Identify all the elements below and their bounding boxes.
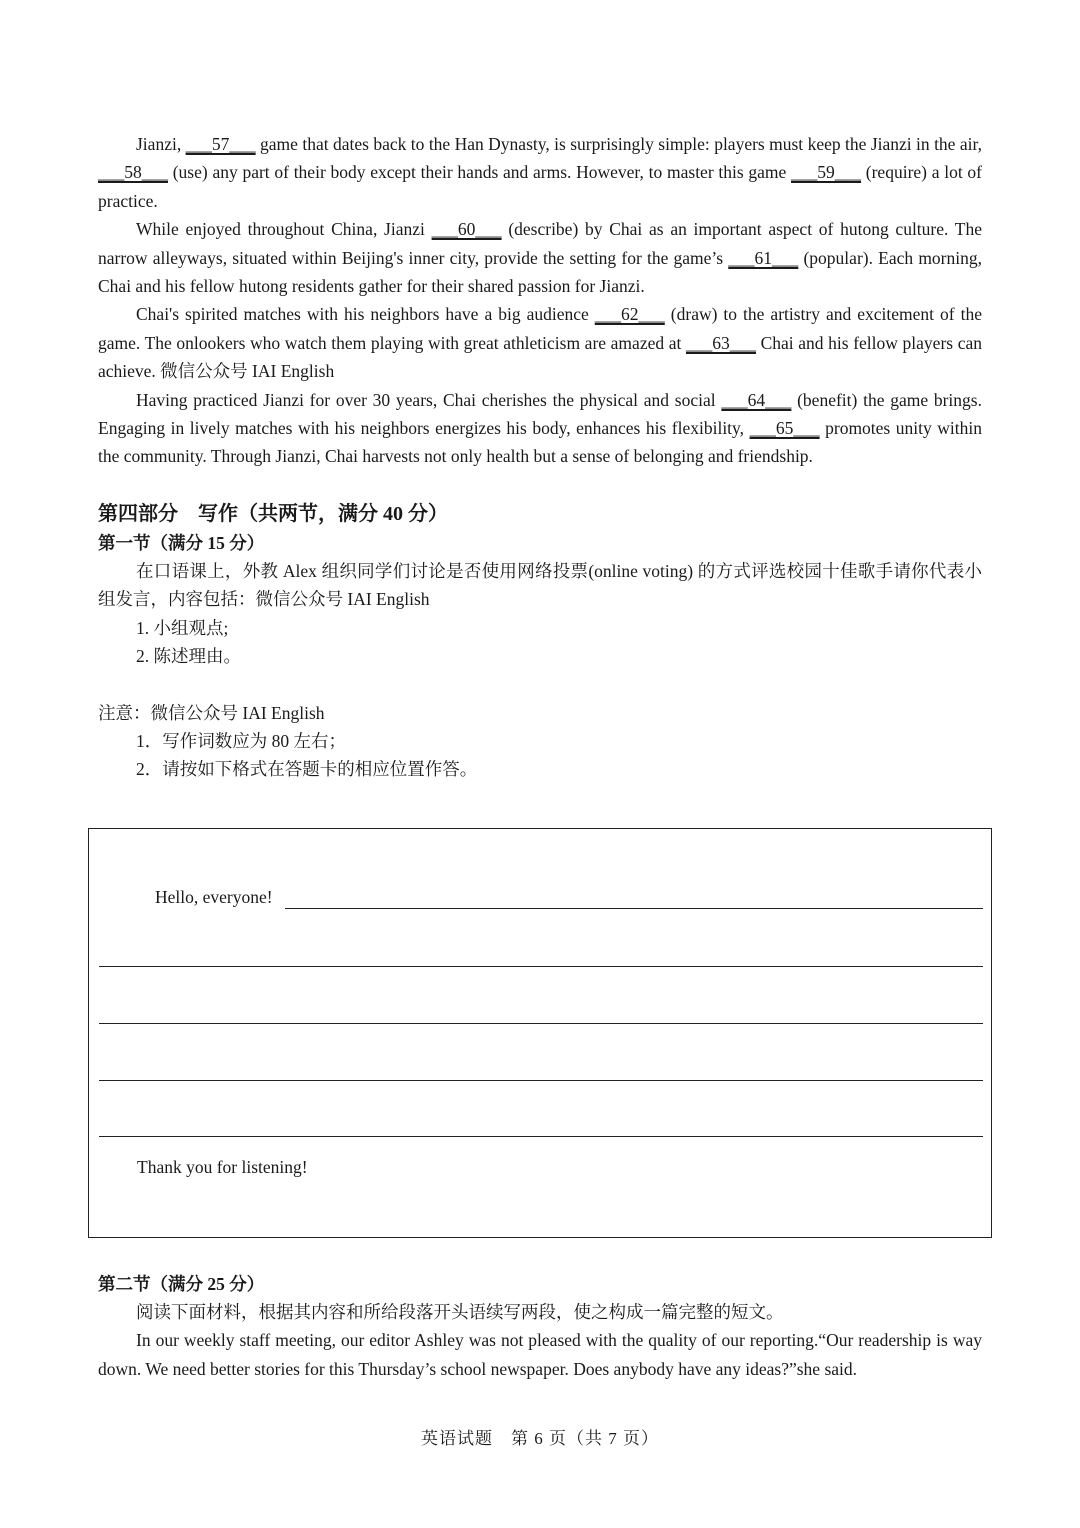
page-footer: 英语试题 第 6 页（共 7 页） [421,1429,659,1448]
writing-line [99,1136,983,1137]
blank-57: ___57___ [185,134,256,154]
text: Chai's spirited matches with his neighbors have a big audience [136,304,595,325]
blank-60: ___60___ [431,219,502,240]
text: (use) any part of their body except their hands and arms. However, to master this game [168,162,792,183]
text: game that dates back to the Han Dynasty, is surprisingly simple: players must keep the Jianzi in the air, [255,134,982,154]
text: (draw) to the artistry and excitement of the game. The onlookers who watch them playing with great athleticism are amazed at [98,304,982,353]
list-item: 2. 陈述理由。 [136,646,241,667]
paragraph-4 [98,386,982,471]
writing-line [285,908,983,909]
paragraph-1 [98,130,982,215]
writing-line [99,1080,983,1081]
note-title: 注意：微信公众号 IAI English [98,702,325,723]
note-item: 1．写作词数应为 80 左右； [136,730,346,751]
writing-line [99,1023,983,1024]
section1-prompt: 在口语课上，外教 Alex 组织同学们讨论是否使用网络投票(online voting) 的方式评选校园十佳歌手请你代表小组发言，内容包括：微信公众号 IAI English [98,560,982,610]
blank-62: ___62___ [594,304,665,325]
part4 [98,499,982,784]
text: Chai and his fellow players can achieve. 微信公众号 IAI English [98,332,982,382]
blank-61: ___61___ [728,247,799,268]
blank-65: ___65___ [749,418,820,439]
answer-format-box [88,828,992,1238]
box-opening: Hello, everyone! [155,887,273,907]
paragraph-2 [98,215,982,300]
section2 [98,1270,982,1383]
blank-63: ___63___ [685,332,756,353]
section2-prompt: 阅读下面材料，根据其内容和所给段落开头语续写两段，使之构成一篇完整的短文。 [136,1302,784,1322]
box-closing: Thank you for listening! [137,1157,308,1177]
section2-title: 第二节（满分 25 分） [98,1274,265,1294]
section2-text: In our weekly staff meeting, our editor Ashley was not pleased with the quality of our reporting.“Our readership is way down. We need better stories for this Thursday’s school newspaper. Does anybody have any ideas?”she said. [98,1330,982,1379]
text: While enjoyed throughout China, Jianzi [136,219,432,240]
text: (require) a lot of practice. [98,162,983,211]
note-item: 2．请按如下格式在答题卡的相应位置作答。 [136,759,478,780]
text: Having practiced Jianzi for over 30 years, Chai cherishes the physical and social [136,389,722,410]
paragraph-3 [98,300,982,385]
text: Jianzi, [136,134,186,154]
blank-58: ___58___ [98,162,168,183]
text: (describe) by Chai as an important aspect of hutong culture. The narrow alleyways, situated within Beijing's inner city, provide the setting for the game’s [98,219,982,268]
part4-title: 第四部分 写作（共两节，满分 40 分） [98,502,448,525]
writing-line [99,966,983,967]
blank-59: ___59___ [791,162,862,183]
blank-64: ___64___ [721,389,792,410]
text: promotes unity within the community. Through Jianzi, Chai harvests not only health but a sense of belonging and friendship. [98,418,983,467]
text: (benefit) the game brings. Engaging in lively matches with his neighbors energizes his body, enhances his flexibility, [98,389,982,439]
passage [98,130,982,784]
section1-title: 第一节（满分 15 分） [98,532,265,553]
list-item: 1. 小组观点; [136,617,229,638]
text: (popular). Each morning, Chai and his fellow hutong residents gather for their shared passion for Jianzi. [98,247,982,297]
